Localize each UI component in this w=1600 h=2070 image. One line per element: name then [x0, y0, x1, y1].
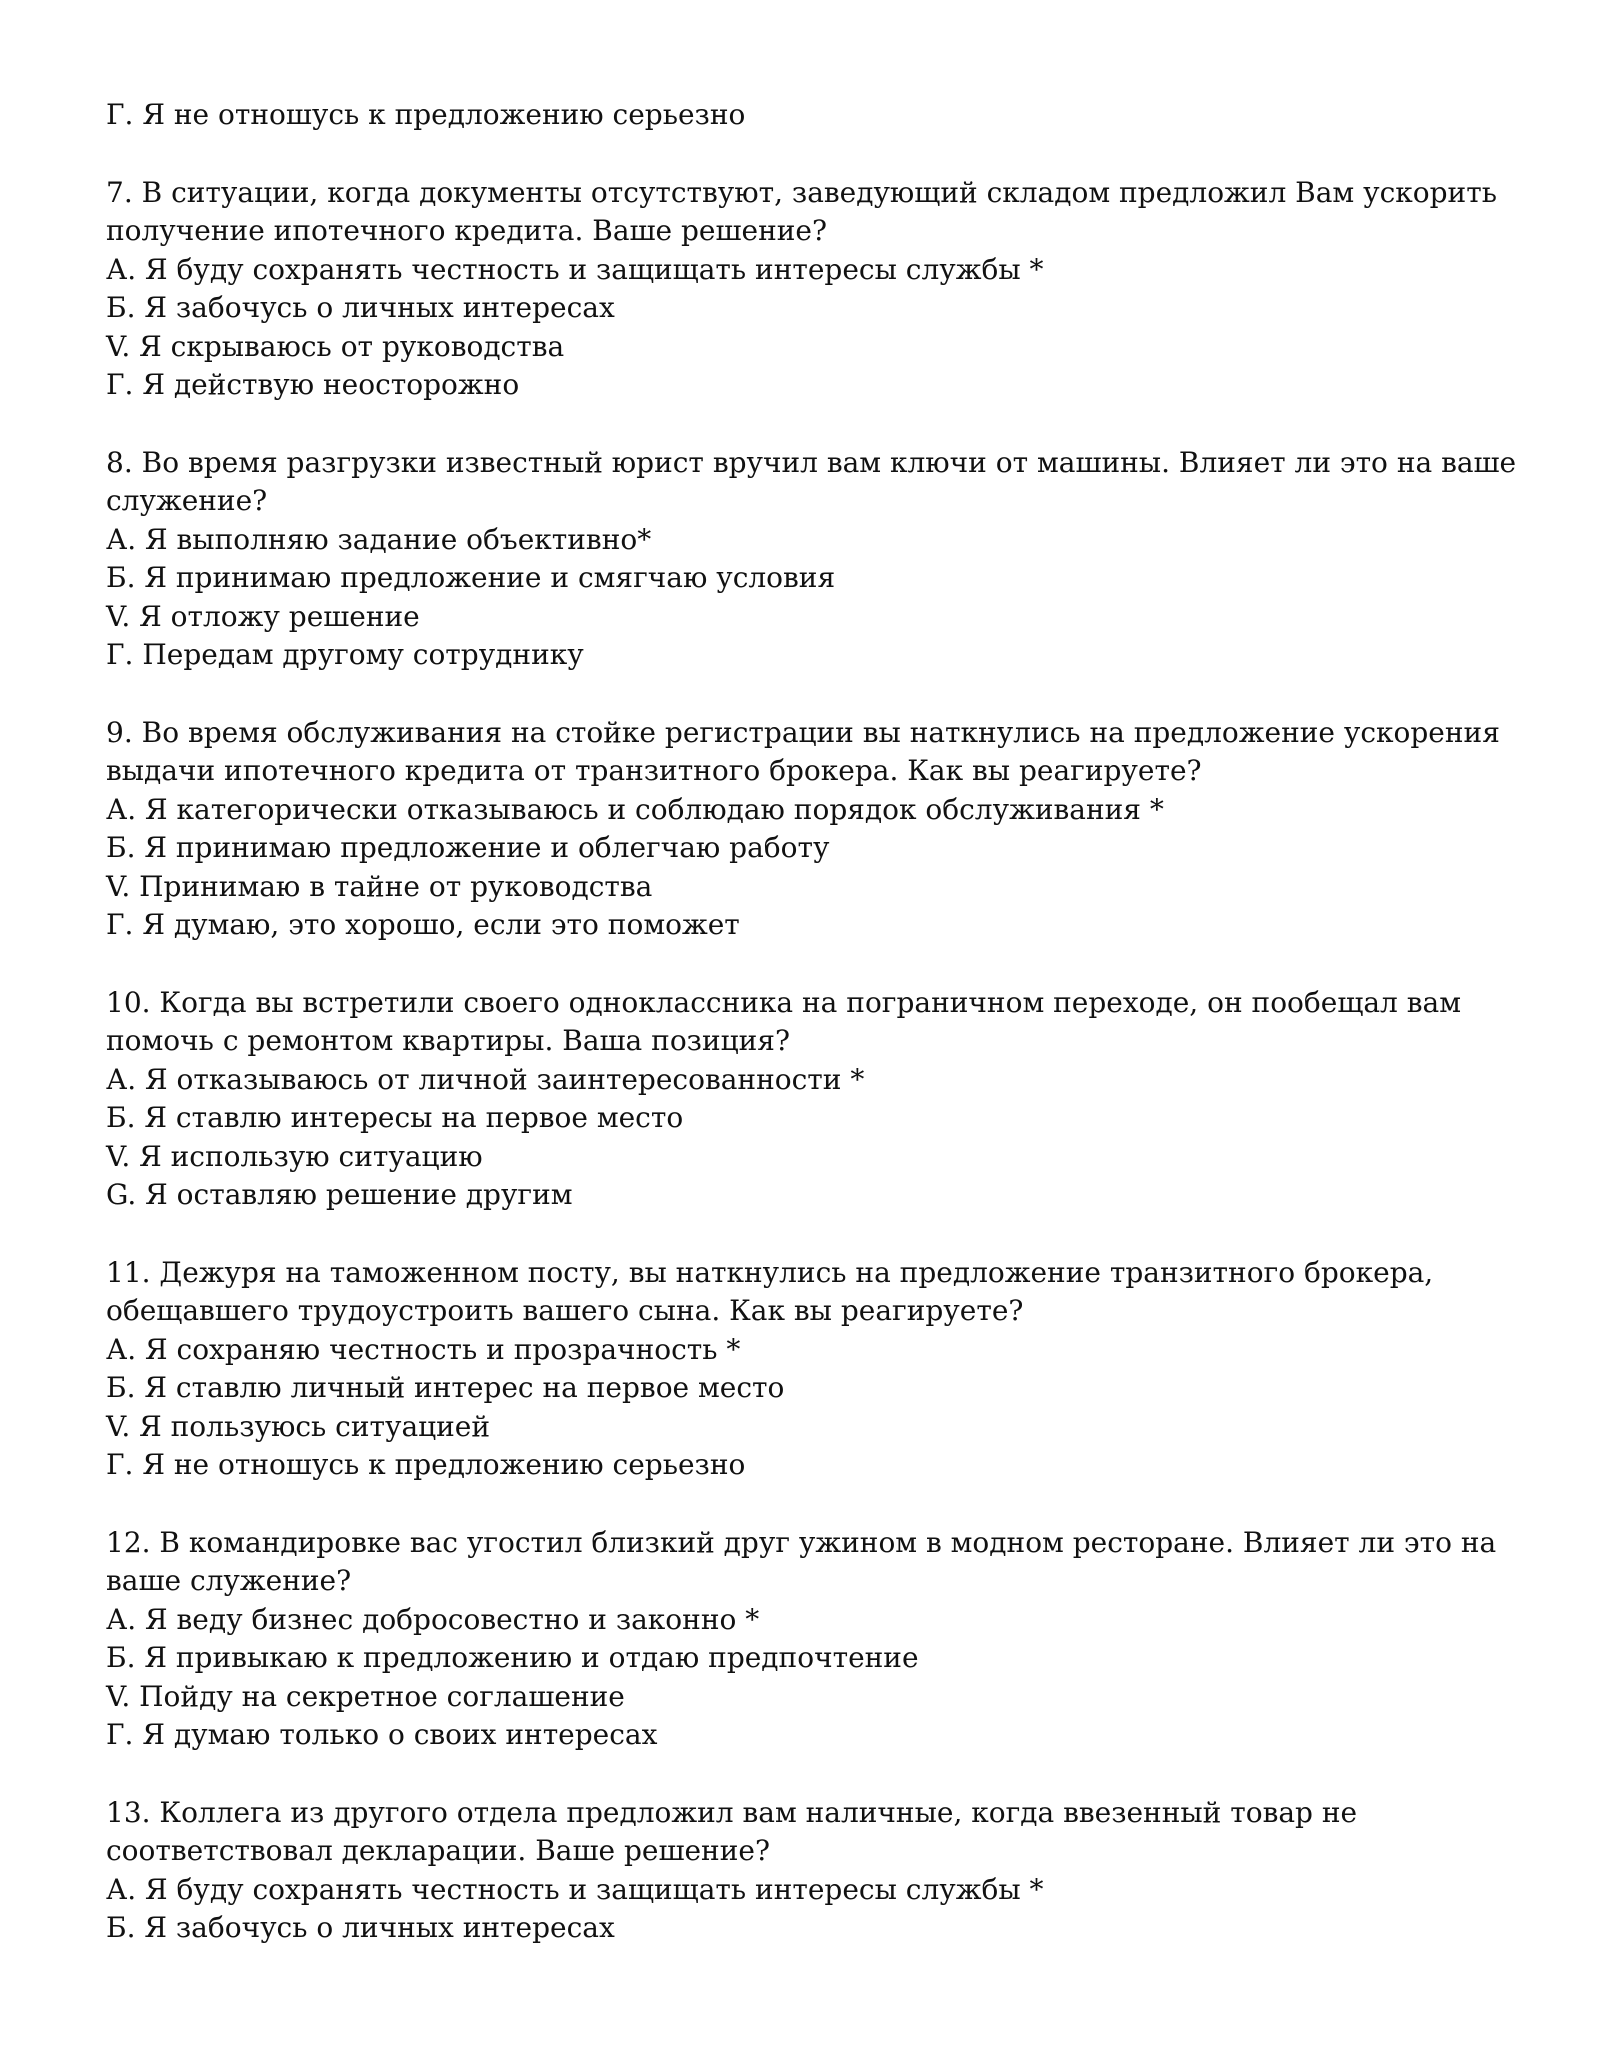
option-b: Б. Я забочусь о личных интересах: [106, 291, 615, 324]
leading-fragment: [106, 96, 1526, 135]
document-page: [106, 96, 1526, 1948]
question-text: 11. Дежуря на таможенном посту, вы наткнулись на предложение транзитного брокера,: [106, 1255, 1434, 1289]
question-text: ваше служение?: [106, 1564, 352, 1597]
option-b: Б. Я забочусь о личных интересах: [106, 1911, 615, 1944]
question-11: [106, 1254, 1526, 1485]
question-text: обещавшего трудоустроить вашего сына. Как вы реагируете?: [106, 1294, 1024, 1327]
option-v: V. Я пользуюсь ситуацией: [106, 1409, 491, 1443]
question-12: [106, 1524, 1526, 1755]
option-b: Б. Я принимаю предложение и смягчаю условия: [106, 561, 836, 594]
question-text: 12. В командировке вас угостил близкий друг ужином в модном ресторане. Влияет ли это на: [106, 1525, 1497, 1559]
question-text: 9. Во время обслуживания на стойке регистрации вы наткнулись на предложение ускорения: [106, 715, 1500, 749]
option-g: Г. Я действую неосторожно: [106, 368, 520, 401]
option-g: Г. Я думаю только о своих интересах: [106, 1718, 658, 1751]
option-v: V. Я использую ситуацию: [106, 1139, 483, 1173]
question-text: помочь с ремонтом квартиры. Ваша позиция?: [106, 1024, 790, 1057]
question-8: [106, 444, 1526, 675]
option-a: А. Я выполняю задание объективно*: [106, 522, 652, 556]
option-a: А. Я отказываюсь от личной заинтересованности *: [106, 1062, 865, 1096]
option-v: V. Я скрываюсь от руководства: [106, 329, 565, 363]
option-a: А. Я буду сохранять честность и защищать интересы службы *: [106, 252, 1044, 286]
question-10: [106, 984, 1526, 1215]
option-g: G. Я оставляю решение другим: [106, 1178, 573, 1211]
question-text: служение?: [106, 484, 268, 517]
question-text: 7. В ситуации, когда документы отсутствуют, заведующий складом предложил Вам ускорить: [106, 175, 1497, 209]
option-v: V. Я отложу решение: [106, 599, 420, 633]
option-b: Б. Я ставлю личный интерес на первое место: [106, 1371, 785, 1404]
option-line: Г. Я не отношусь к предложению серьезно: [106, 98, 746, 131]
option-v: V. Принимаю в тайне от руководства: [106, 869, 653, 903]
question-13: [106, 1794, 1526, 1948]
question-text: соответствовал декларации. Ваше решение?: [106, 1834, 770, 1867]
option-b: Б. Я принимаю предложение и облегчаю работу: [106, 831, 830, 864]
option-a: А. Я категорически отказываюсь и соблюдаю порядок обслуживания *: [106, 792, 1164, 826]
option-b: Б. Я ставлю интересы на первое место: [106, 1101, 684, 1134]
question-text: 10. Когда вы встретили своего одноклассника на пограничном переходе, он пообещал вам: [106, 985, 1461, 1019]
question-text: 8. Во время разгрузки известный юрист вручил вам ключи от машины. Влияет ли это на ваше: [106, 445, 1517, 479]
question-text: 13. Коллега из другого отдела предложил вам наличные, когда ввезенный товар не: [106, 1795, 1358, 1829]
question-text: получение ипотечного кредита. Ваше решение?: [106, 214, 828, 247]
option-g: Г. Я думаю, это хорошо, если это поможет: [106, 908, 740, 941]
question-text: выдачи ипотечного кредита от транзитного брокера. Как вы реагируете?: [106, 754, 1202, 787]
option-g: Г. Передам другому сотруднику: [106, 638, 584, 671]
option-v: V. Пойду на секретное соглашение: [106, 1679, 625, 1713]
option-a: А. Я буду сохранять честность и защищать интересы службы *: [106, 1872, 1044, 1906]
question-9: [106, 714, 1526, 945]
option-g: Г. Я не отношусь к предложению серьезно: [106, 1448, 746, 1481]
question-7: [106, 174, 1526, 405]
option-a: А. Я веду бизнес добросовестно и законно *: [106, 1602, 760, 1636]
option-b: Б. Я привыкаю к предложению и отдаю предпочтение: [106, 1641, 919, 1674]
option-a: А. Я сохраняю честность и прозрачность *: [106, 1332, 741, 1366]
